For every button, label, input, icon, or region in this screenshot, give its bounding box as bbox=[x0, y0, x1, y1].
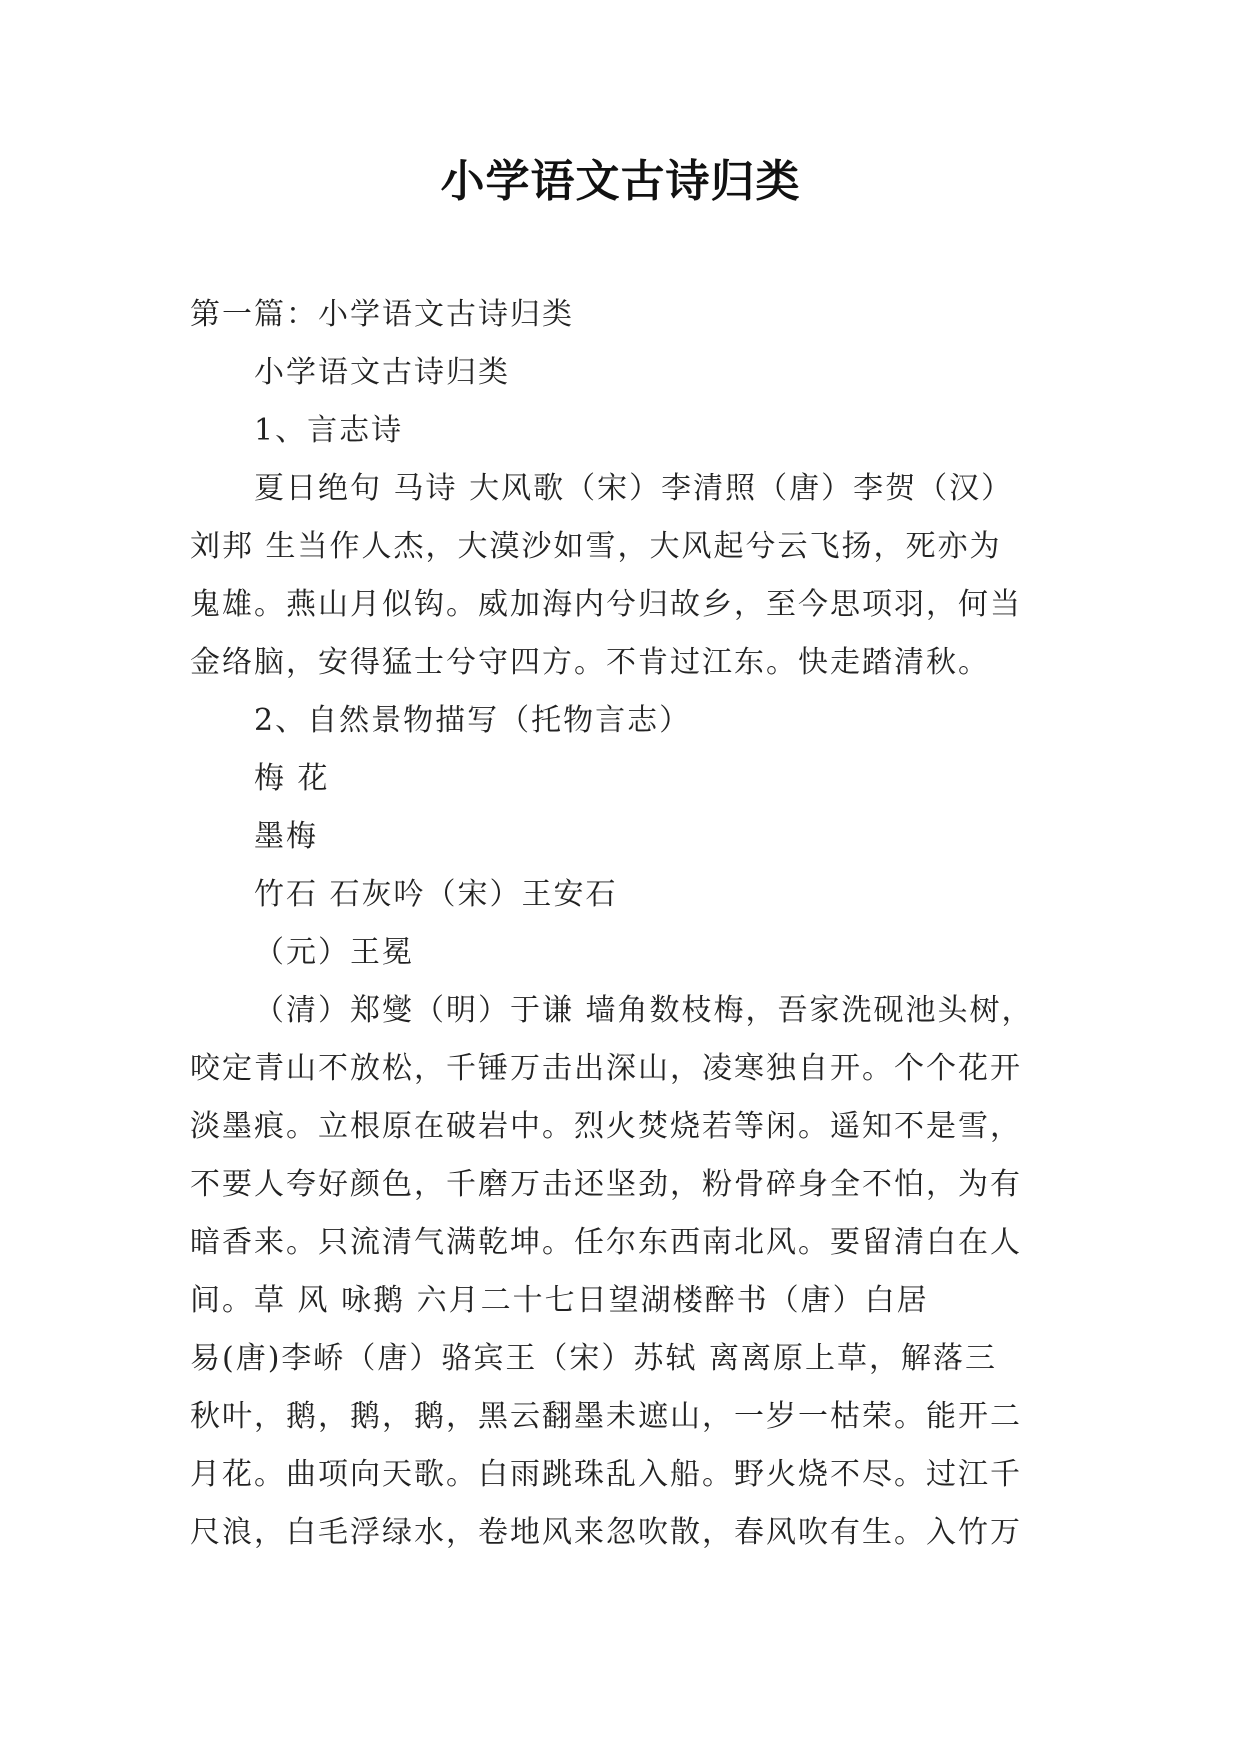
category-heading-1: 1、言志诗 bbox=[254, 413, 404, 448]
text-line: 间。草 风 咏鹅 六月二十七日望湖楼醉书（唐）白居 bbox=[190, 1283, 929, 1318]
text-line: 尺浪，白毛浮绿水，卷地风来忽吹散，春风吹有生。入竹万 bbox=[190, 1515, 1022, 1550]
text-line: 梅 花 bbox=[254, 761, 330, 796]
document-body bbox=[190, 286, 1070, 1562]
text-line: 竹石 石灰吟（宋）王安石 bbox=[254, 877, 618, 912]
text-line: 鬼雄。燕山月似钩。威加海内兮归故乡，至今思项羽，何当 bbox=[190, 587, 1022, 622]
text-line: 易(唐)李峤（唐）骆宾王（宋）苏轼 离离原上草，解落三 bbox=[190, 1341, 997, 1376]
text-line: （元）王冕 bbox=[254, 935, 414, 970]
subtitle-line: 小学语文古诗归类 bbox=[254, 355, 510, 390]
text-line: 刘邦 生当作人杰，大漠沙如雪，大风起兮云飞扬，死亦为 bbox=[190, 529, 1002, 564]
text-line: 不要人夸好颜色，千磨万击还坚劲，粉骨碎身全不怕，为有 bbox=[190, 1167, 1022, 1202]
text-line: 墨梅 bbox=[254, 819, 318, 854]
text-line: 秋叶，鹅，鹅，鹅，黑云翻墨未遮山，一岁一枯荣。能开二 bbox=[190, 1399, 1022, 1434]
text-line: 夏日绝句 马诗 大风歌（宋）李清照（唐）李贺（汉） bbox=[254, 471, 1014, 506]
section-heading: 第一篇：小学语文古诗归类 bbox=[190, 297, 574, 332]
text-line: 月花。曲项向天歌。白雨跳珠乱入船。野火烧不尽。过江千 bbox=[190, 1457, 1022, 1492]
page-title: 小学语文古诗归类 bbox=[440, 156, 801, 207]
text-line: 淡墨痕。立根原在破岩中。烈火焚烧若等闲。遥知不是雪， bbox=[190, 1109, 1022, 1144]
text-line: 暗香来。只流清气满乾坤。任尔东西南北风。要留清白在人 bbox=[190, 1225, 1022, 1260]
text-line: 咬定青山不放松，千锤万击出深山，凌寒独自开。个个花开 bbox=[190, 1051, 1022, 1086]
category-heading-2: 2、自然景物描写（托物言志） bbox=[254, 703, 692, 738]
text-line: 金络脑，安得猛士兮守四方。不肯过江东。快走踏清秋。 bbox=[190, 645, 990, 680]
text-line: （清）郑燮（明）于谦 墙角数枝梅，吾家洗砚池头树， bbox=[254, 993, 1034, 1028]
